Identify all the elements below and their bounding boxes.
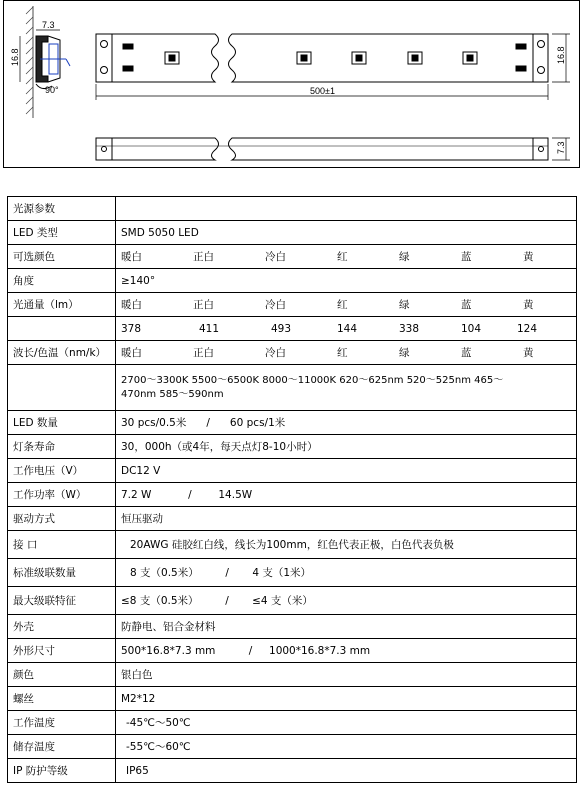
header-value — [116, 197, 577, 221]
dim-width-small-label: 7.3 — [42, 20, 55, 30]
lifetime-label: 灯条寿命 — [8, 435, 116, 459]
dim-height-right-label: 16.8 — [556, 46, 566, 64]
flux-name: 冷白 — [265, 298, 286, 311]
dim-height-left-label: 16.8 — [10, 48, 20, 66]
table-row-screw — [8, 687, 577, 711]
color-value: 银白色 — [116, 663, 577, 687]
table-row-power — [8, 483, 577, 507]
color-yellow: 黄 — [523, 250, 534, 263]
table-row-angle — [8, 269, 577, 293]
power-value: 7.2 W / 14.5W — [116, 483, 577, 507]
color-cool-white: 冷白 — [265, 250, 286, 263]
table-row-flux-names — [8, 293, 577, 317]
table-row-flux-values — [8, 317, 577, 341]
housing-value: 防静电、铝合金材料 — [116, 615, 577, 639]
table-row-colors — [8, 245, 577, 269]
flux-value: 104 — [461, 322, 482, 335]
wavelength-name: 红 — [337, 346, 348, 359]
wavelength-name: 蓝 — [461, 346, 472, 359]
led-type-label: LED 类型 — [8, 221, 116, 245]
colors-label: 可选颜色 — [8, 245, 116, 269]
lifetime-value: 30，000h（或4年，每天点灯8-10小时） — [116, 435, 577, 459]
table-row-led-type — [8, 221, 577, 245]
angle-row-value: ≥140° — [116, 269, 577, 293]
flux-value: 493 — [271, 322, 292, 335]
table-row-work-temp — [8, 711, 577, 735]
work-temp-label: 工作温度 — [8, 711, 116, 735]
flux-values-list — [121, 322, 571, 336]
interface-label: 接 口 — [8, 531, 116, 559]
wavelength-label: 波长/色温（nm/k） — [8, 341, 116, 365]
led-count-label: LED 数量 — [8, 411, 116, 435]
storage-temp-value: -55℃～60℃ — [116, 735, 577, 759]
max-cascade-value: ≤8 支（0.5米） / ≤4 支（米） — [116, 587, 577, 615]
dim-bottom-right-label: 7.3 — [556, 141, 566, 154]
screw-value: M2*12 — [116, 687, 577, 711]
dimensions-label: 外形尺寸 — [8, 639, 116, 663]
ip-value: IP65 — [116, 759, 577, 783]
interface-value: 20AWG 硅胶红白线，线长为100mm，红色代表正极，白色代表负极 — [116, 531, 577, 559]
drive-value: 恒压驱动 — [116, 507, 577, 531]
color-blue: 蓝 — [461, 250, 472, 263]
spec-table — [7, 196, 577, 783]
wavelength-name: 冷白 — [265, 346, 286, 359]
table-row-led-count — [8, 411, 577, 435]
led-type-value: SMD 5050 LED — [116, 221, 577, 245]
wall-hatch — [26, 6, 33, 118]
flux-value: 338 — [399, 322, 420, 335]
color-label: 颜色 — [8, 663, 116, 687]
max-cascade-label: 最大级联特征 — [8, 587, 116, 615]
table-row-lifetime — [8, 435, 577, 459]
std-cascade-label: 标准级联数量 — [8, 559, 116, 587]
flux-name: 暖白 — [121, 298, 142, 311]
flux-names-list — [121, 298, 571, 312]
work-temp-value: -45℃～50℃ — [116, 711, 577, 735]
flux-value: 144 — [337, 322, 358, 335]
screw-label: 螺丝 — [8, 687, 116, 711]
std-cascade-value: 8 支（0.5米） / 4 支（1米） — [116, 559, 577, 587]
led-count-value: 30 pcs/0.5米 / 60 pcs/1米 — [116, 411, 577, 435]
led-strip-side-view — [96, 138, 570, 160]
angle-label: 90° — [45, 85, 59, 95]
drive-label: 驱动方式 — [8, 507, 116, 531]
table-row-header — [8, 197, 577, 221]
table-row-dimensions — [8, 639, 577, 663]
housing-label: 外壳 — [8, 615, 116, 639]
header-label: 光源参数 — [8, 197, 116, 221]
wavelength-values-line1: 2700～3300K 5500～6500K 8000～11000K 620～625nm 520～525nm 465～ — [121, 374, 504, 386]
wavelength-names-list — [121, 346, 571, 360]
dim-length-label: 500±1 — [310, 86, 335, 96]
ip-label: IP 防护等级 — [8, 759, 116, 783]
table-row-ip — [8, 759, 577, 783]
color-green: 绿 — [399, 250, 410, 263]
color-pure-white: 正白 — [193, 250, 214, 263]
color-red: 红 — [337, 250, 348, 263]
table-row-max-cascade — [8, 587, 577, 615]
table-row-storage-temp — [8, 735, 577, 759]
colors-list — [121, 250, 571, 264]
flux-name: 黄 — [523, 298, 534, 311]
color-warm-white: 暖白 — [121, 250, 142, 263]
wavelength-name: 黄 — [523, 346, 534, 359]
voltage-label: 工作电压（V） — [8, 459, 116, 483]
flux-name: 蓝 — [461, 298, 472, 311]
side-profile — [20, 30, 70, 89]
table-row-std-cascade — [8, 559, 577, 587]
drawing-svg — [0, 0, 583, 170]
angle-row-label: 角度 — [8, 269, 116, 293]
table-row-interface — [8, 531, 577, 559]
flux-value: 378 — [121, 322, 142, 335]
storage-temp-label: 储存温度 — [8, 735, 116, 759]
wavelength-values-line2: 470nm 585～590nm — [121, 388, 224, 400]
table-row-wavelength-names — [8, 341, 577, 365]
dimensions-value: 500*16.8*7.3 mm / 1000*16.8*7.3 mm — [116, 639, 577, 663]
drawing-frame — [4, 1, 580, 168]
wavelength-name: 正白 — [193, 346, 214, 359]
voltage-value: DC12 V — [116, 459, 577, 483]
flux-value: 124 — [517, 322, 538, 335]
table-row-wavelength-values — [8, 365, 577, 411]
flux-name: 绿 — [399, 298, 410, 311]
table-row-color — [8, 663, 577, 687]
table-row-voltage — [8, 459, 577, 483]
technical-drawing — [0, 0, 583, 170]
table-row-housing — [8, 615, 577, 639]
table-row-drive — [8, 507, 577, 531]
flux-label: 光通量（lm） — [8, 293, 116, 317]
flux-value: 411 — [199, 322, 220, 335]
wavelength-name: 暖白 — [121, 346, 142, 359]
wavelength-name: 绿 — [399, 346, 410, 359]
flux-name: 正白 — [193, 298, 214, 311]
flux-name: 红 — [337, 298, 348, 311]
power-label: 工作功率（W） — [8, 483, 116, 507]
